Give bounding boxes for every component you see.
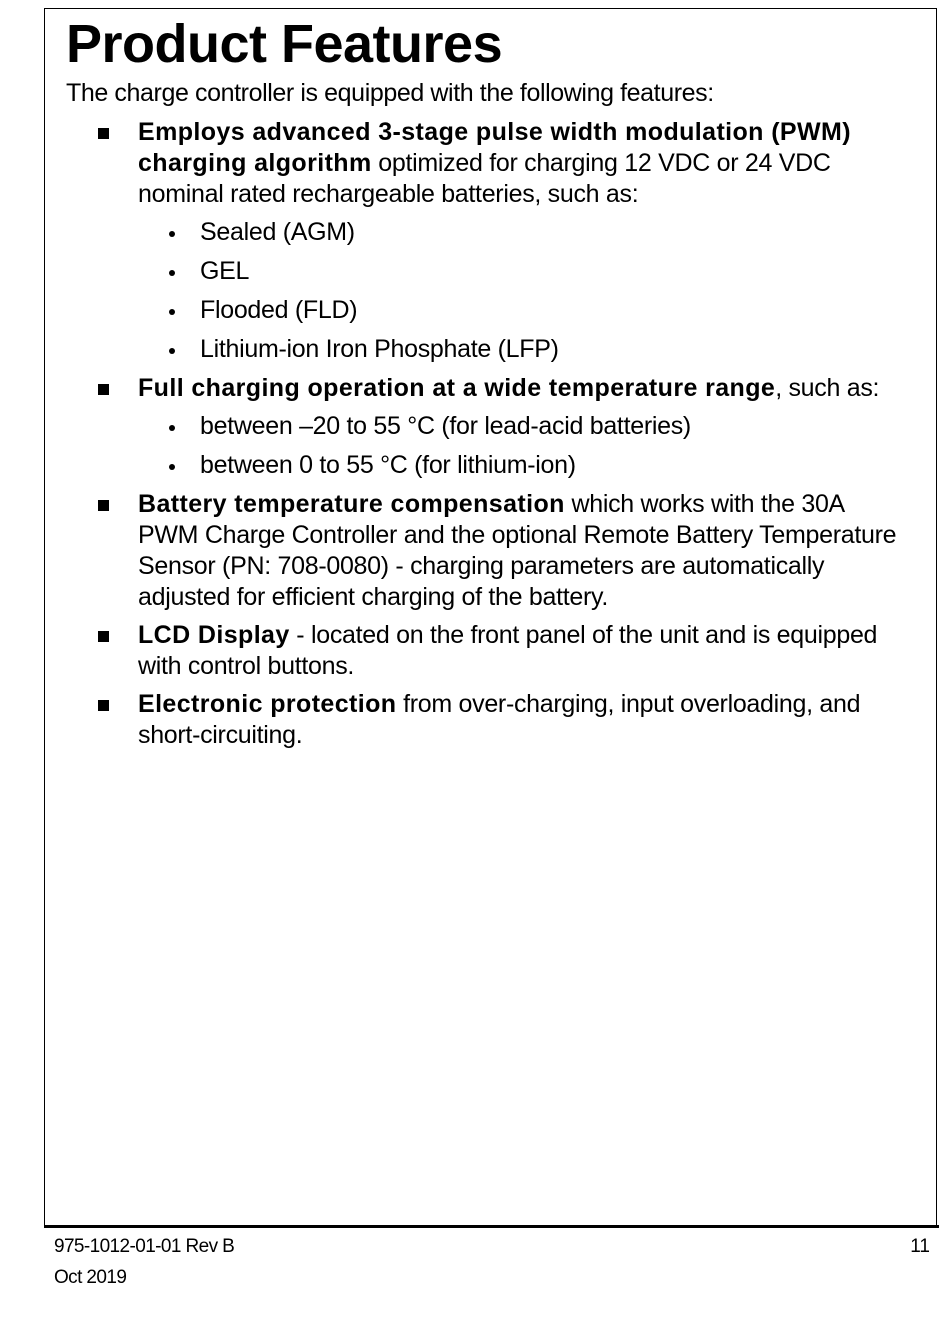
feature-item-lcd-display xyxy=(0,620,940,682)
square-bullet-icon xyxy=(98,128,109,139)
feature-item-temperature-compensation xyxy=(0,489,940,613)
square-bullet-icon xyxy=(98,700,109,711)
feature-text: which works with the 30A PWM Charge Controller and the optional Remote Battery Temperature Sensor (PN: 708-0080) - charging parameters are automatically adjusted for efficient charging of the battery. xyxy=(138,490,897,611)
feature-text: - located on the front panel of the unit and is equipped with control buttons. xyxy=(138,621,878,680)
page-bottom-rule xyxy=(44,1225,939,1228)
feature-lead: Full charging operation at a wide temperature range xyxy=(138,374,776,402)
feature-item-electronic-protection xyxy=(0,689,940,751)
list-item-label: between 0 to 55 °C (for lithium-ion) xyxy=(200,451,576,479)
feature-text: from over-charging, input overloading, and short-circuiting. xyxy=(138,690,861,749)
list-item xyxy=(138,411,900,442)
battery-type-list xyxy=(138,217,900,365)
list-item xyxy=(138,334,900,365)
square-bullet-icon xyxy=(98,384,109,395)
round-bullet-icon xyxy=(169,464,175,470)
round-bullet-icon xyxy=(169,231,175,237)
temperature-range-list xyxy=(138,411,900,481)
feature-item-pwm xyxy=(0,117,940,365)
feature-lead: Employs advanced 3-stage pulse width modulation (PWM) charging algorithm xyxy=(138,118,851,177)
intro-text: The charge controller is equipped with the following features: xyxy=(66,79,714,107)
list-item xyxy=(138,295,900,326)
feature-text: optimized for charging 12 VDC or 24 VDC nominal rated rechargeable batteries, such as: xyxy=(138,149,831,208)
list-item-label: between –20 to 55 °C (for lead-acid batteries) xyxy=(200,412,691,440)
list-item-label: Flooded (FLD) xyxy=(200,296,358,324)
footer-page-number: 11 xyxy=(910,1236,930,1257)
feature-item-temperature-range xyxy=(0,373,940,481)
round-bullet-icon xyxy=(169,309,175,315)
round-bullet-icon xyxy=(169,348,175,354)
round-bullet-icon xyxy=(169,425,175,431)
feature-lead: LCD Display xyxy=(138,621,290,649)
feature-lead: Battery temperature compensation xyxy=(138,490,565,518)
list-item xyxy=(138,256,900,287)
page-title: Product Features xyxy=(66,14,503,74)
feature-lead: Electronic protection xyxy=(138,690,397,718)
feature-list xyxy=(0,117,940,758)
list-item-label: Lithium-ion Iron Phosphate (LFP) xyxy=(200,335,559,363)
square-bullet-icon xyxy=(98,631,109,642)
list-item-label: Sealed (AGM) xyxy=(200,218,355,246)
list-item xyxy=(138,217,900,248)
round-bullet-icon xyxy=(169,270,175,276)
square-bullet-icon xyxy=(98,500,109,511)
list-item xyxy=(138,450,900,481)
feature-text: , such as: xyxy=(775,374,880,402)
footer-date: Oct 2019 xyxy=(54,1267,127,1288)
footer-doc-number: 975-1012-01-01 Rev B xyxy=(54,1236,235,1257)
list-item-label: GEL xyxy=(200,257,250,285)
